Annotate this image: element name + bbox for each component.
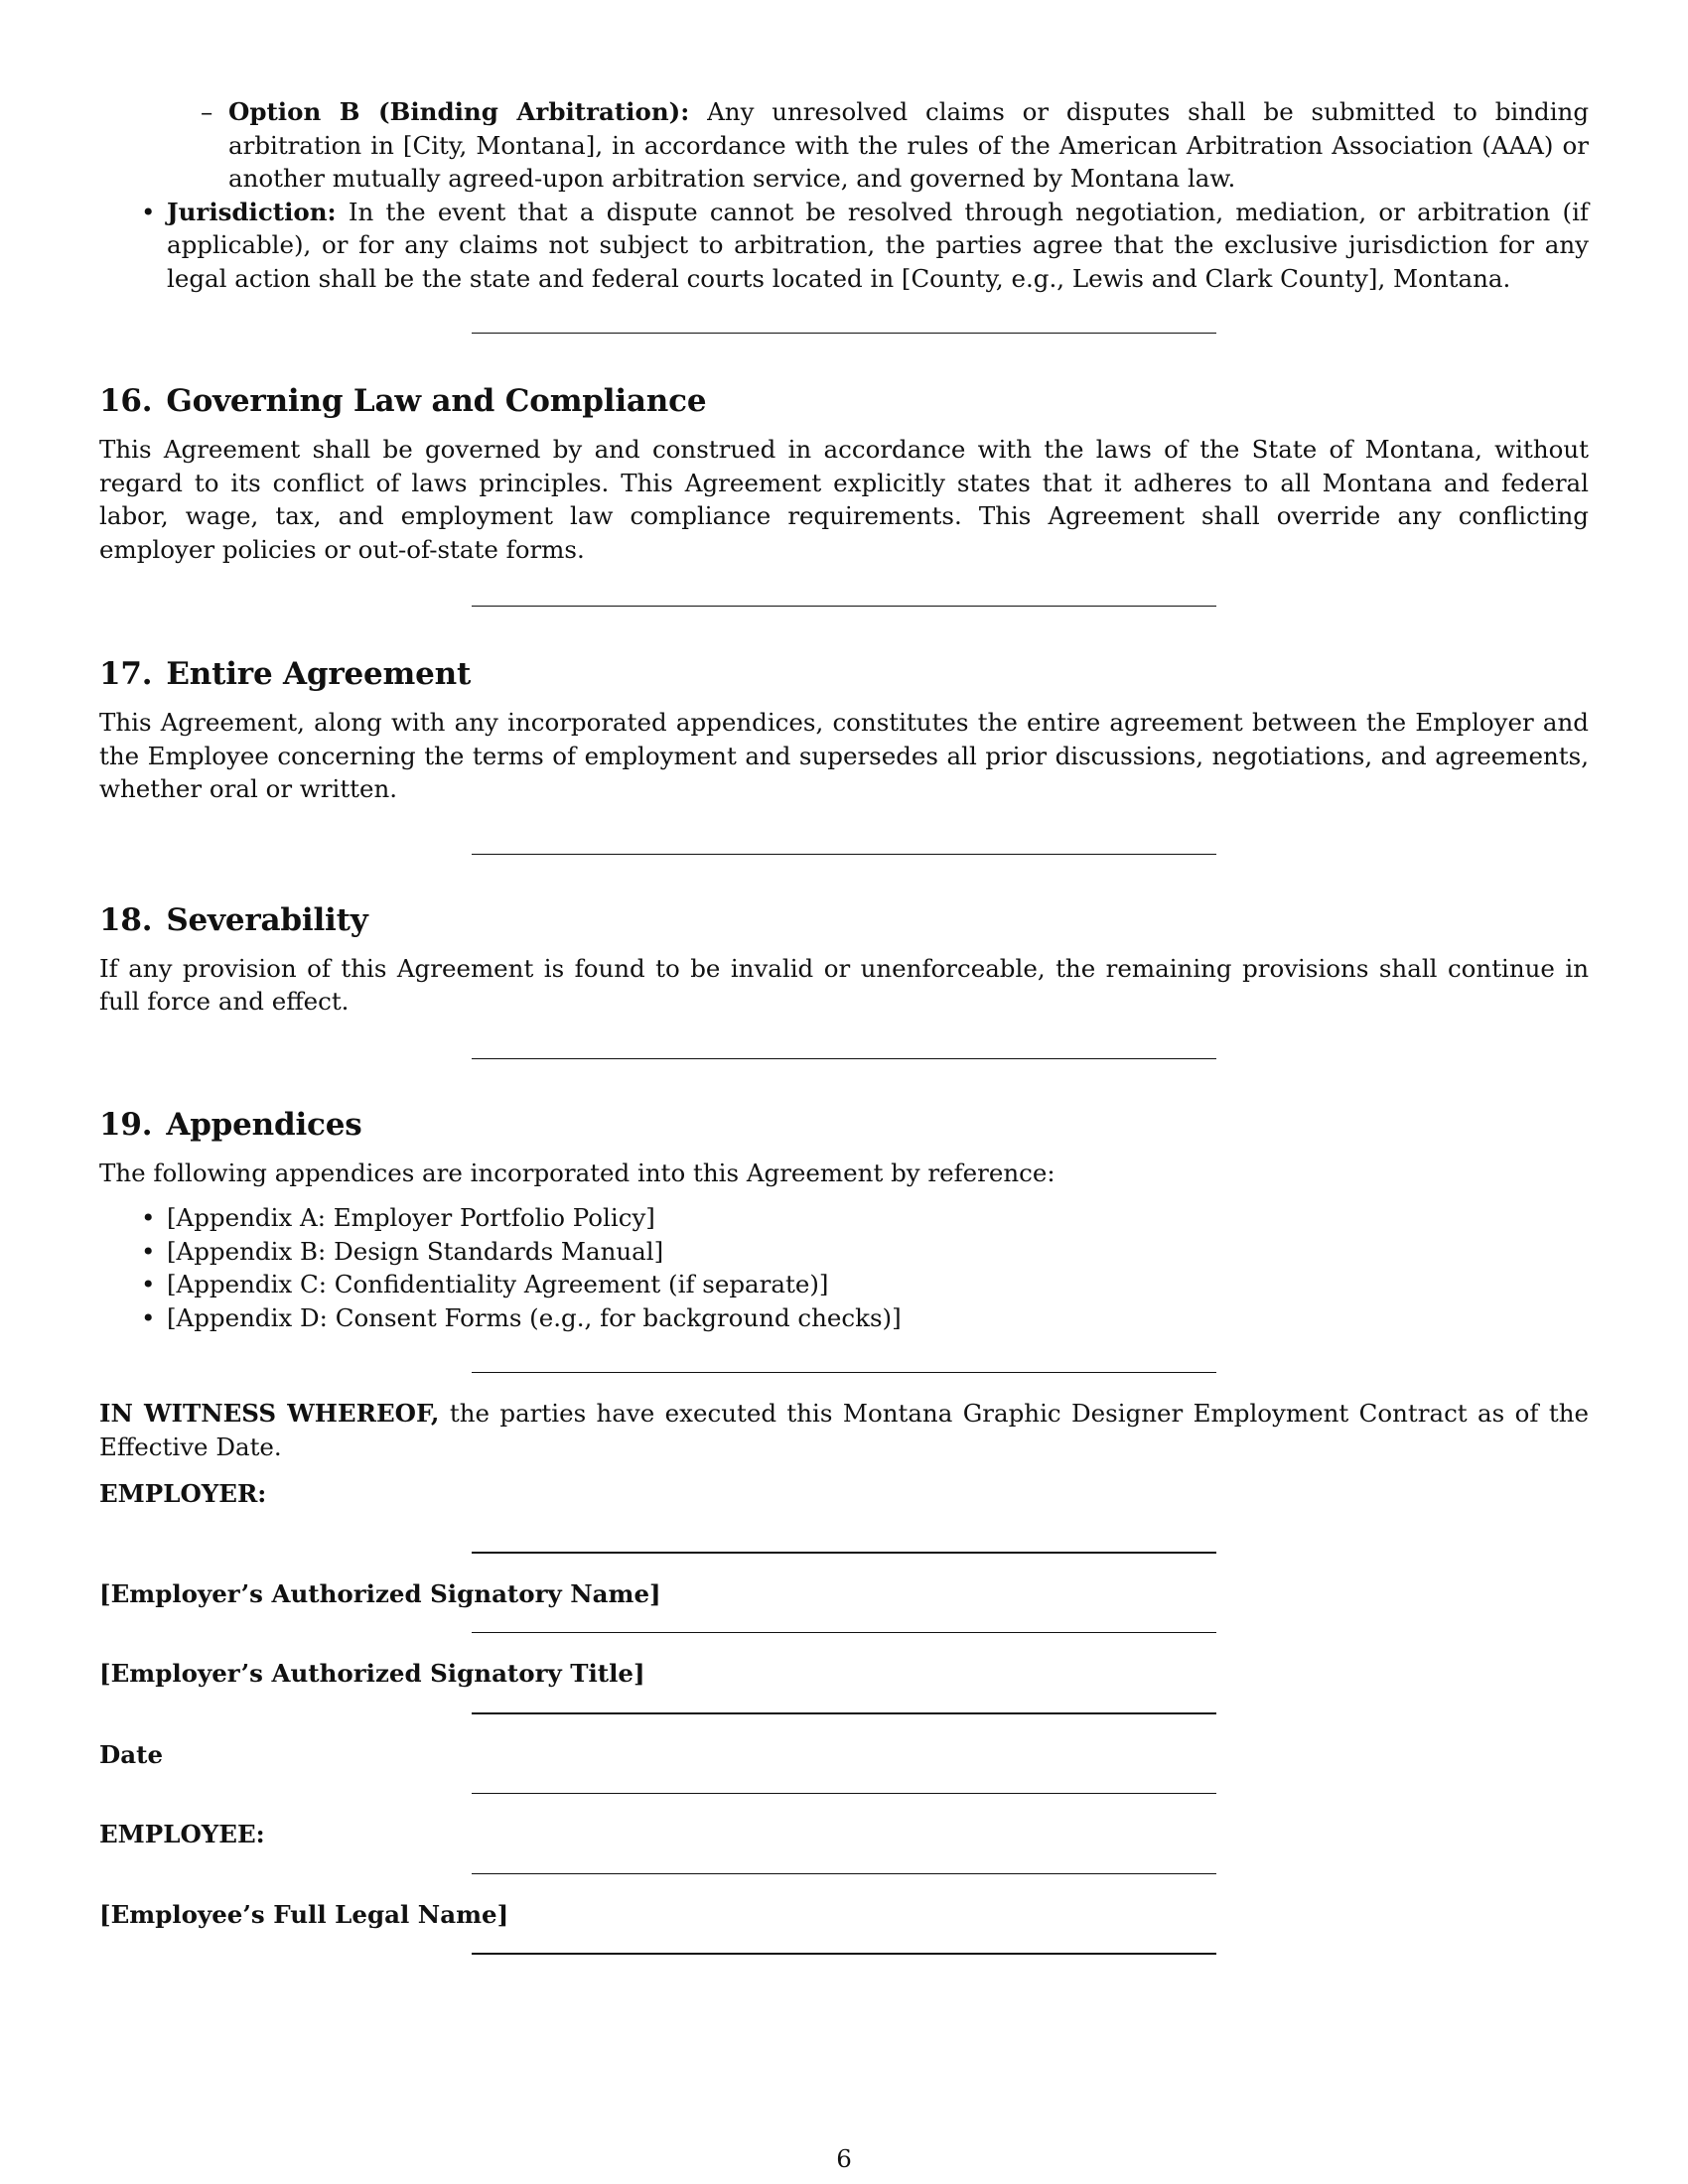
- section-19-intro: The following appendices are incorporated into this Agreement by reference:: [99, 1158, 1055, 1187]
- witness-text: the parties have executed this Montana Graphic Designer Employment Contract as of the Effective Date.: [99, 1399, 1589, 1461]
- section-19-heading: [99, 1105, 1589, 1145]
- section-16-number: 16.: [99, 383, 153, 419]
- section-16-title: Governing Law and Compliance: [166, 383, 707, 419]
- section-divider: [472, 1058, 1216, 1059]
- appendix-item: • [Appendix A: Employer Portfolio Policy]: [167, 1201, 1589, 1235]
- section-17-heading: [99, 654, 1589, 694]
- section-19-title: Appendices: [166, 1106, 362, 1143]
- section-17-title: Entire Agreement: [166, 656, 472, 692]
- employer-title-line: [472, 1712, 1216, 1714]
- section-18-heading: [99, 900, 1589, 940]
- witness-lead: IN WITNESS WHEREOF,: [99, 1399, 440, 1428]
- employee-full-name: [Employee’s Full Legal Name]: [99, 1899, 509, 1929]
- section-18-body: If any provision of this Agreement is found to be invalid or unenforceable, the remaining provisions shall continue in full force and effect.: [99, 953, 1589, 1016]
- section-19-number: 19.: [99, 1106, 153, 1143]
- jurisdiction-text: In the event that a dispute cannot be resolved through negotiation, mediation, or arbitration (if applicable), or for any claims not subject to arbitration, the parties agree that the exclusive jurisdiction for any legal action shall be the state and federal courts located in [County, e.g., Lewis and Clark County], Montana.: [167, 197, 1589, 293]
- appendix-item: • [Appendix B: Design Standards Manual]: [167, 1235, 1589, 1269]
- section-17-number: 17.: [99, 656, 153, 692]
- date-line: [472, 1793, 1216, 1794]
- section-divider: [472, 606, 1216, 607]
- employee-signature-line: [472, 1873, 1216, 1874]
- employer-signatory-title: [Employer’s Authorized Signatory Title]: [99, 1659, 645, 1688]
- employer-heading: EMPLOYER:: [99, 1479, 267, 1508]
- appendix-item: • [Appendix C: Confidentiality Agreement (if separate)]: [167, 1268, 1589, 1301]
- option-b-text: Any unresolved claims or disputes shall be submitted to binding arbitration in [City, Montana], in accordance with the rules of the American Arbitration Association (AAA) or another mutually agreed-upon arbitration service, and governed by Montana law.: [228, 97, 1590, 193]
- witness-paragraph: [99, 1397, 1589, 1463]
- employer-signature-line: [472, 1552, 1216, 1554]
- section-16-body: This Agreement shall be governed by and construed in accordance with the laws of the State of Montana, without regard to its conflict of laws principles. This Agreement explicitly states that it adheres to all Montana and federal labor, wage, tax, and employment law compliance requirements. This Agreement shall override any conflicting employer policies or out-of-state forms.: [99, 435, 1589, 564]
- employer-signatory-name: [Employer’s Authorized Signatory Name]: [99, 1578, 661, 1608]
- section-divider: [472, 333, 1216, 334]
- dispute-list: [99, 196, 1589, 296]
- option-b-item: [228, 95, 1589, 196]
- date-label: Date: [99, 1739, 164, 1769]
- sub-option-list: [99, 95, 1589, 196]
- section-16-heading: [99, 381, 1589, 421]
- employee-name-line: [472, 1953, 1216, 1955]
- jurisdiction-item: [167, 196, 1589, 296]
- appendix-list: [99, 1201, 1589, 1334]
- appendix-item: • [Appendix D: Consent Forms (e.g., for background checks)]: [167, 1301, 1589, 1335]
- page-number: 6: [836, 2144, 852, 2173]
- section-18-title: Severability: [166, 901, 368, 938]
- section-divider: [472, 854, 1216, 855]
- section-18-number: 18.: [99, 901, 153, 938]
- option-b-label: Option B (Binding Arbitration):: [228, 97, 690, 126]
- jurisdiction-label: Jurisdiction:: [167, 197, 337, 226]
- document-page: [99, 95, 1589, 1967]
- section-divider: [472, 1372, 1216, 1373]
- employee-heading: EMPLOYEE:: [99, 1820, 265, 1848]
- section-17-body: This Agreement, along with any incorporated appendices, constitutes the entire agreement between the Employer and the Employee concerning the terms of employment and supersedes all prior discussions, negotiations, and agreements, whether oral or written.: [99, 708, 1589, 803]
- employer-name-line: [472, 1632, 1216, 1633]
